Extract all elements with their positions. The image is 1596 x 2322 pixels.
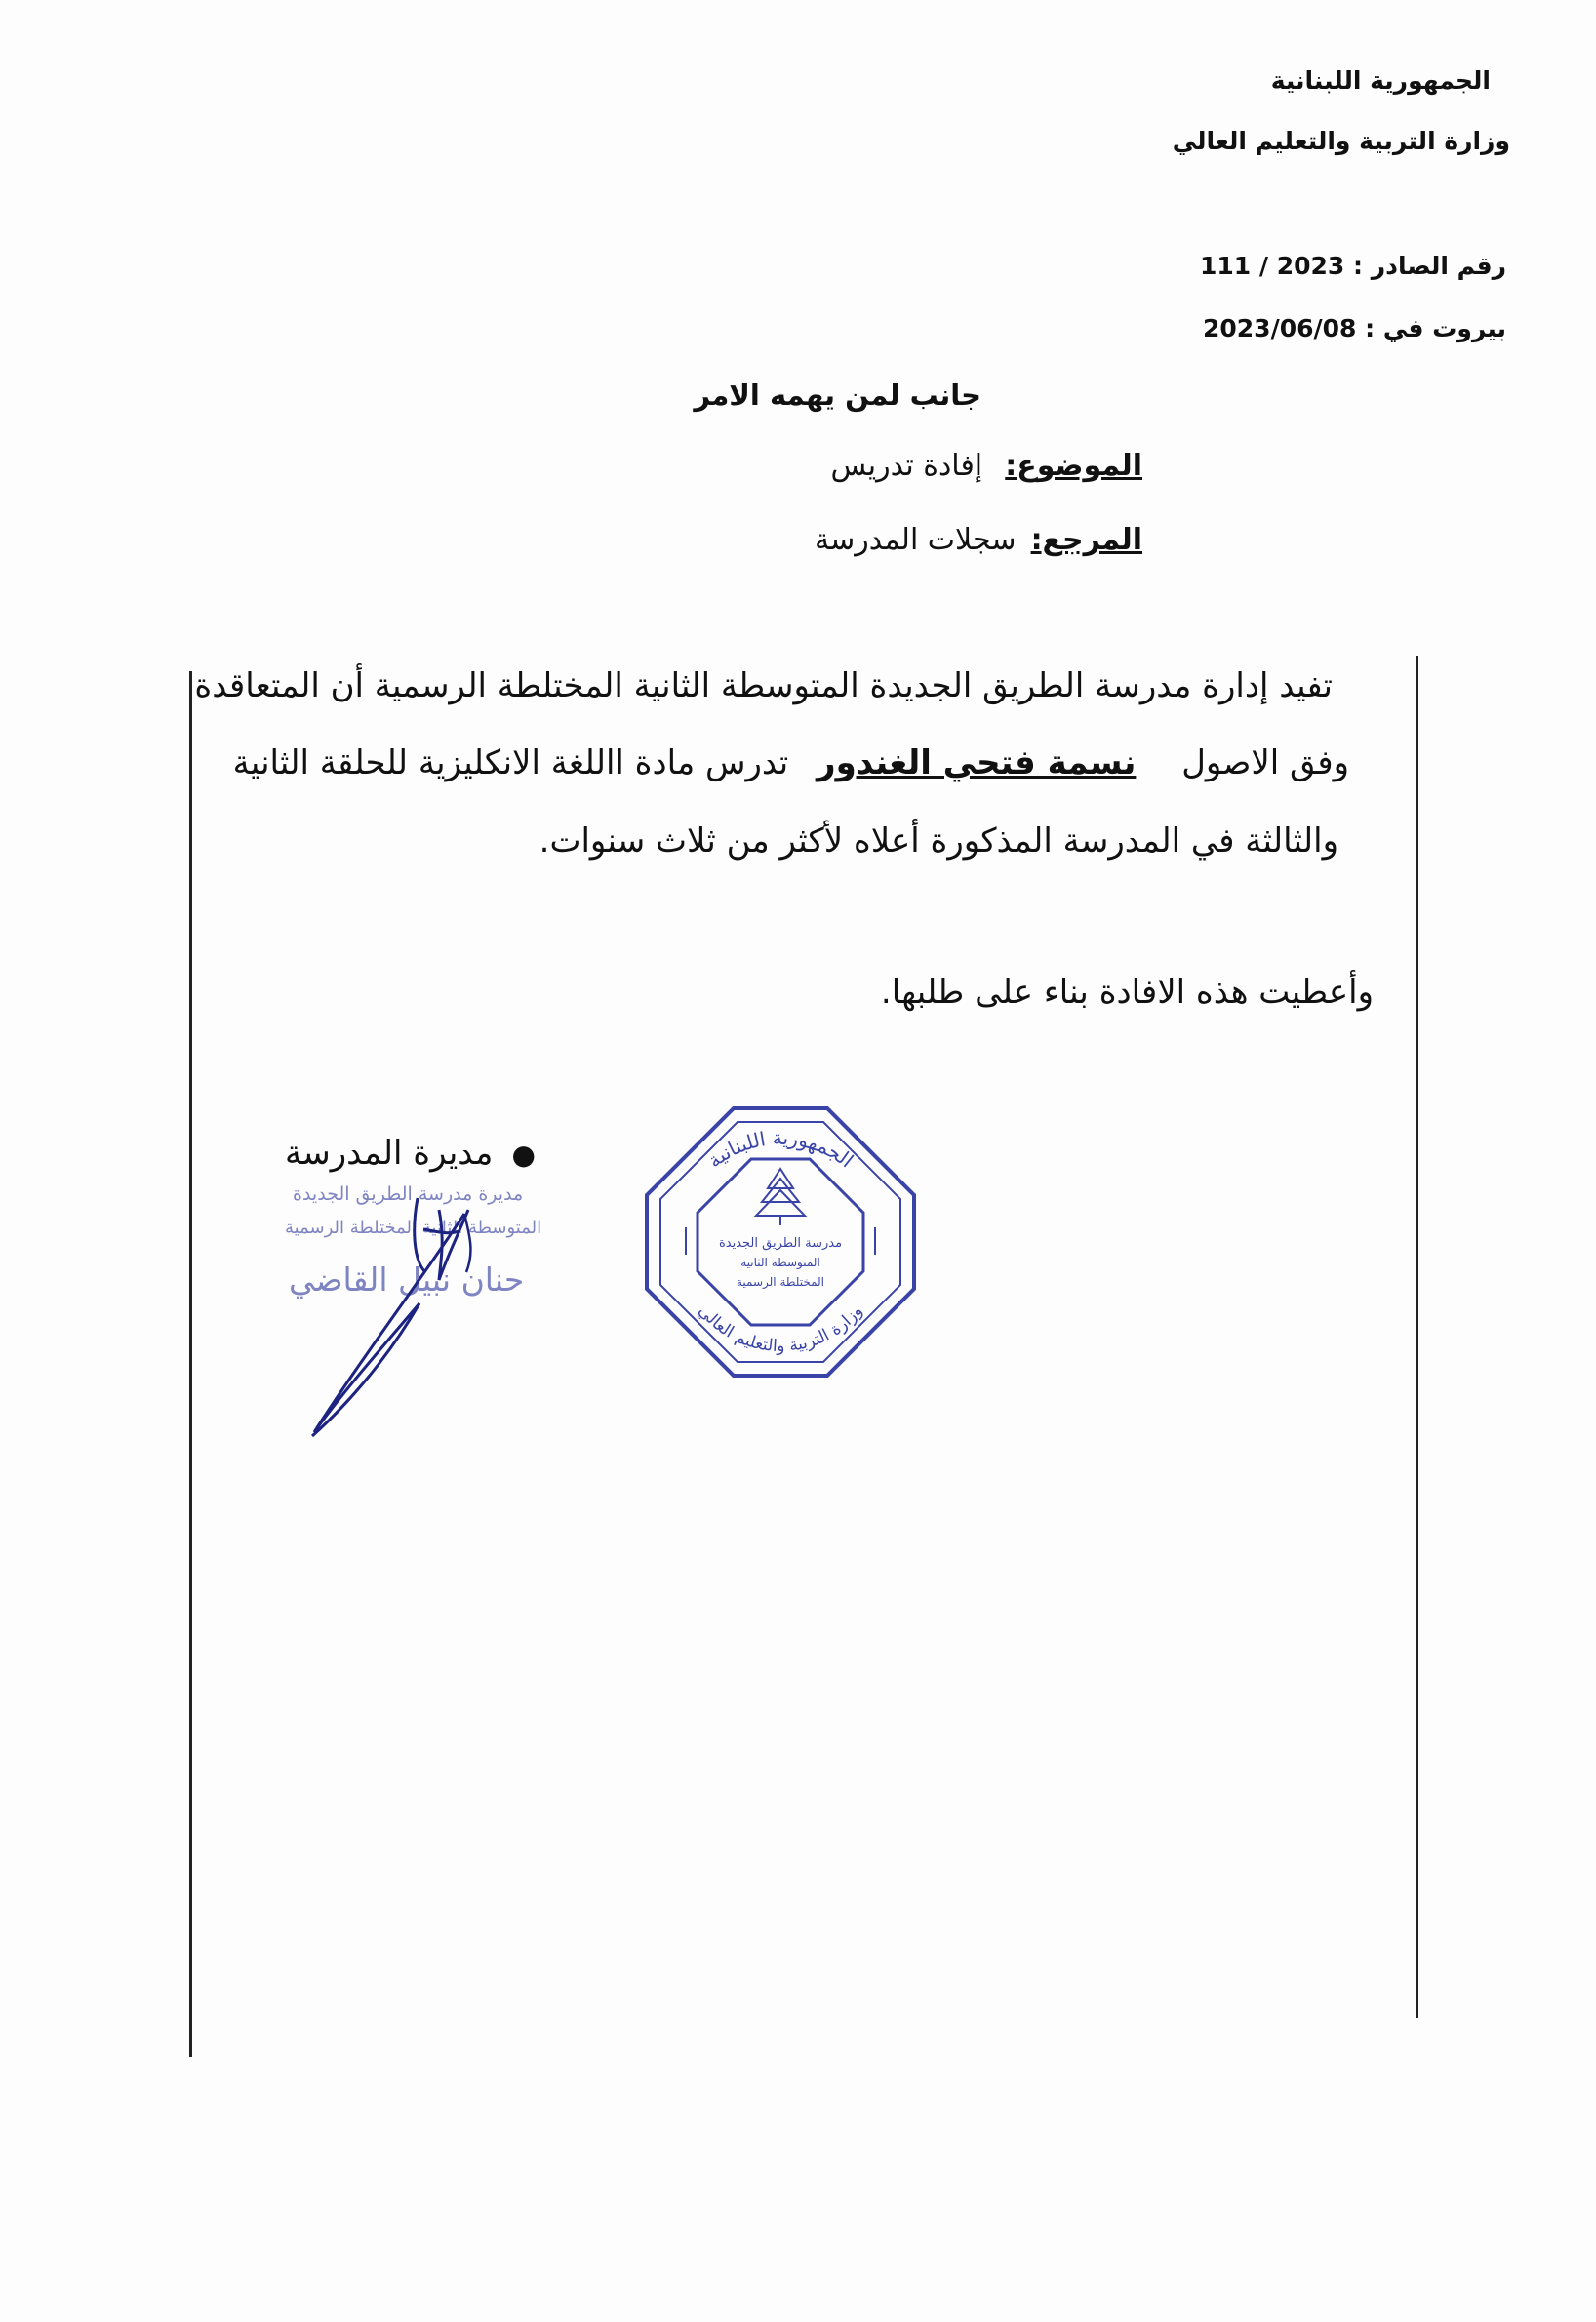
body-line-3: والثالثة في المدرسة المذكورة أعلاه لأكثر من ثلاث سنوات.: [539, 821, 1338, 861]
subject-label: الموضوع:: [1005, 449, 1142, 483]
left-margin-rule: [189, 671, 192, 2057]
date-label: بيروت في :: [1365, 314, 1506, 342]
reference-value: سجلات المدرسة: [815, 523, 1017, 557]
reference-number: [1200, 252, 1506, 280]
body-line-2-prefix: وفق الاصول: [1181, 743, 1349, 782]
seal-outer-bottom: وزارة التربية والتعليم العالي: [694, 1301, 867, 1357]
right-margin-rule: [1416, 656, 1418, 2018]
svg-text:وزارة التربية والتعليم العالي: [695, 1301, 867, 1356]
body-line-2-suffix: تدرس مادة االلغة الانكليزية للحلقة الثانية: [232, 743, 789, 782]
ref-value: 2023 / 111: [1199, 252, 1345, 280]
cedar-icon: [756, 1169, 805, 1225]
bullet: ●: [511, 1139, 536, 1171]
seal-inner-line-2: المتوسطة الثانية: [740, 1256, 820, 1269]
body-line-2: [233, 743, 1349, 782]
ref-label: رقم الصادر :: [1353, 252, 1506, 280]
school-seal: [639, 1101, 922, 1383]
subject-line: [831, 449, 1142, 483]
ministry-header: وزارة التربية والتعليم العالي: [1172, 127, 1510, 155]
seal-outer-top: الجمهورية اللبنانية: [702, 1125, 858, 1173]
signature-role-text: مديرة المدرسة: [285, 1134, 494, 1173]
handwritten-signature: [293, 1171, 546, 1444]
body-line-1: تفيد إدارة مدرسة الطريق الجديدة المتوسطة الثانية المختلطة الرسمية أن المتعاقدة: [194, 666, 1333, 705]
issue-date: [1203, 314, 1506, 342]
country-header: الجمهورية اللبنانية: [1270, 66, 1491, 95]
name-stamp-name: حنان نبيل القاضي: [289, 1261, 525, 1299]
teacher-name: نسمة فتحي الغندور: [817, 743, 1137, 782]
signature-role: [285, 1134, 536, 1173]
name-stamp-line-1: مديرة مدرسة الطريق الجديدة: [293, 1183, 524, 1205]
reference-label: المرجع:: [1030, 523, 1142, 557]
addressee: جانب لمن يهمه الامر: [694, 379, 981, 412]
date-value: 2023/06/08: [1202, 314, 1357, 342]
reference-line: [815, 523, 1142, 557]
closing-line: وأعطيت هذه الافادة بناء على طلبها.: [880, 973, 1374, 1012]
seal-inner-line-1: مدرسة الطريق الجديدة: [718, 1236, 843, 1251]
seal-inner-line-3: المختلطة الرسمية: [736, 1275, 825, 1289]
name-stamp-line-2: المتوسطة الثانية المختلطة الرسمية: [285, 1218, 542, 1238]
subject-value: إفادة تدريس: [830, 449, 983, 483]
